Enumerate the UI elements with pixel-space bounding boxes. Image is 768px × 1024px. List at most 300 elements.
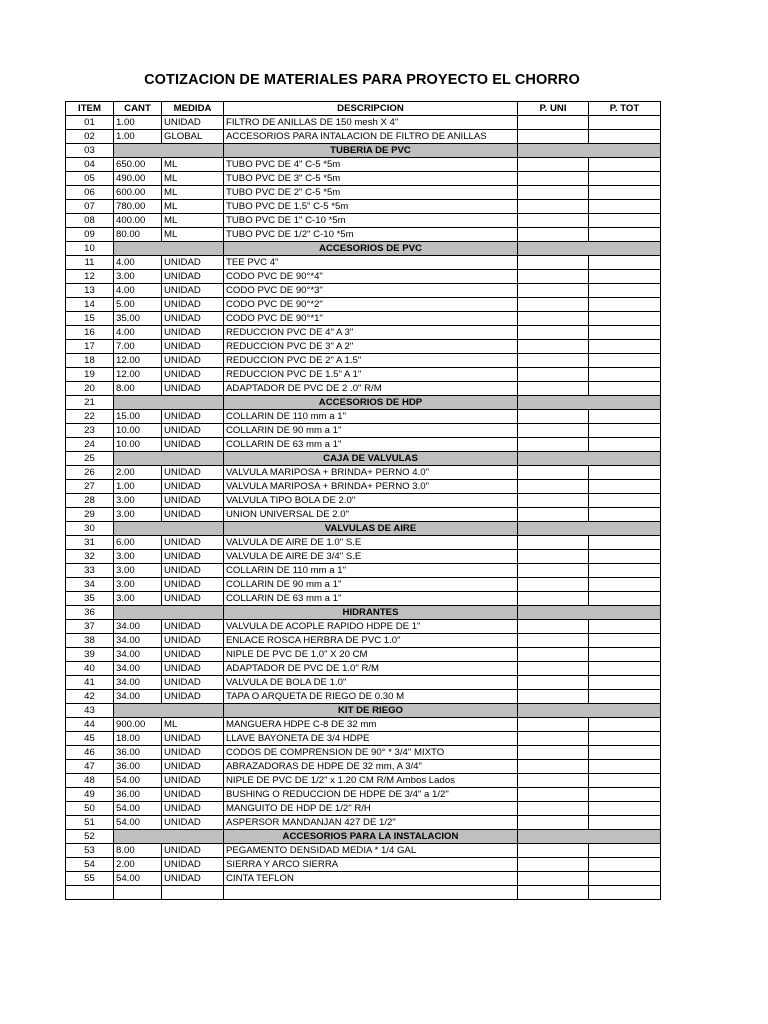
- descripcion-cell: REDUCCION PVC DE 3" A 2": [224, 340, 518, 354]
- p-uni-cell: [518, 592, 589, 606]
- p-tot-cell: [589, 116, 661, 130]
- table-row: [66, 816, 661, 830]
- table-row: [66, 368, 661, 382]
- table-row: [66, 186, 661, 200]
- document-title: COTIZACION DE MATERIALES PARA PROYECTO EL CHORRO: [144, 72, 580, 88]
- item-cell: 39: [66, 648, 114, 662]
- item-cell: 22: [66, 410, 114, 424]
- item-cell: 53: [66, 844, 114, 858]
- table-row: [66, 634, 661, 648]
- medida-cell: UNIDAD: [162, 662, 224, 676]
- descripcion-cell: REDUCCION PVC DE 2" A 1.5": [224, 354, 518, 368]
- cant-cell: 1.00: [114, 116, 162, 130]
- medida-cell: UNIDAD: [162, 508, 224, 522]
- cant-cell: 34.00: [114, 634, 162, 648]
- item-cell: 38: [66, 634, 114, 648]
- item-cell: 11: [66, 256, 114, 270]
- descripcion-cell: MANGUITO DE HDP DE 1/2" R/H: [224, 802, 518, 816]
- descripcion-cell: NIPLE DE PVC DE 1/2" x 1.20 CM R/M Ambos Lados: [224, 774, 518, 788]
- cant-cell: 3.00: [114, 550, 162, 564]
- descripcion-cell: ADAPTADOR DE PVC DE 1.0" R/M: [224, 662, 518, 676]
- p-uni-cell: [518, 368, 589, 382]
- descripcion-cell: VALVULA TIPO BOLA DE 2.0": [224, 494, 518, 508]
- p-tot-cell: [589, 256, 661, 270]
- p-uni-cell: [518, 480, 589, 494]
- p-uni-cell: [518, 564, 589, 578]
- descripcion-cell: ENLACE ROSCA HERBRA DE PVC 1.0": [224, 634, 518, 648]
- p-uni-cell: [518, 410, 589, 424]
- cant-cell: 780.00: [114, 200, 162, 214]
- table-row: [66, 732, 661, 746]
- p-tot-cell: [589, 298, 661, 312]
- p-tot-cell: [589, 382, 661, 396]
- item-cell: 44: [66, 718, 114, 732]
- p-uni-cell: [518, 116, 589, 130]
- section-title-cell: ACCESORIOS PARA LA INSTALACION: [224, 830, 518, 844]
- table-row: [66, 494, 661, 508]
- table-row: [66, 746, 661, 760]
- table-row: [66, 298, 661, 312]
- descripcion-cell: TUBO PVC DE 1" C-10 *5m: [224, 214, 518, 228]
- item-cell: [66, 886, 114, 900]
- p-uni-cell: [518, 298, 589, 312]
- p-tot-cell: [589, 354, 661, 368]
- p-uni-cell: [518, 354, 589, 368]
- cant-cell: 35.00: [114, 312, 162, 326]
- table-row: [66, 872, 661, 886]
- descripcion-cell: FILTRO DE ANILLAS DE 150 mesh X 4": [224, 116, 518, 130]
- table-row: [66, 662, 661, 676]
- medida-cell: UNIDAD: [162, 298, 224, 312]
- descripcion-cell: REDUCCION PVC DE 1.5" A 1": [224, 368, 518, 382]
- medida-cell: ML: [162, 158, 224, 172]
- cant-cell: 4.00: [114, 256, 162, 270]
- item-cell: 09: [66, 228, 114, 242]
- cant-cell: 80.00: [114, 228, 162, 242]
- medida-cell: UNIDAD: [162, 340, 224, 354]
- medida-cell: UNIDAD: [162, 648, 224, 662]
- p-tot-cell: [589, 368, 661, 382]
- cant-cell: 54.00: [114, 816, 162, 830]
- table-row: [66, 354, 661, 368]
- medida-cell: UNIDAD: [162, 760, 224, 774]
- medida-cell: UNIDAD: [162, 536, 224, 550]
- descripcion-cell: VALVULA DE BOLA DE 1.0": [224, 676, 518, 690]
- medida-cell: UNIDAD: [162, 424, 224, 438]
- section-title-cell: ACCESORIOS DE PVC: [224, 242, 518, 256]
- table-row: [66, 676, 661, 690]
- descripcion-cell: VALVULA DE AIRE DE 3/4" S.E: [224, 550, 518, 564]
- cant-cell: 8.00: [114, 844, 162, 858]
- table-row: [66, 228, 661, 242]
- descripcion-cell: COLLARIN DE 90 mm a 1": [224, 424, 518, 438]
- medida-cell: UNIDAD: [162, 578, 224, 592]
- cant-cell: 10.00: [114, 438, 162, 452]
- section-row: [66, 144, 661, 158]
- p-tot-cell: [589, 410, 661, 424]
- table-row: [66, 690, 661, 704]
- section-spacer-cell: [114, 144, 224, 158]
- medida-cell: ML: [162, 214, 224, 228]
- section-title-cell: TUBERIA DE PVC: [224, 144, 518, 158]
- p-tot-cell: [589, 564, 661, 578]
- p-tot-cell: [589, 424, 661, 438]
- cant-cell: 3.00: [114, 592, 162, 606]
- p-uni-cell: [518, 494, 589, 508]
- header-row: [66, 102, 661, 116]
- cant-cell: 10.00: [114, 424, 162, 438]
- cant-cell: 36.00: [114, 760, 162, 774]
- header-item: ITEM: [66, 102, 114, 116]
- section-row: [66, 522, 661, 536]
- section-row: [66, 606, 661, 620]
- descripcion-cell: ASPERSOR MANDANJAN 427 DE 1/2": [224, 816, 518, 830]
- section-row: [66, 396, 661, 410]
- cant-cell: 1.00: [114, 130, 162, 144]
- descripcion-cell: COLLARIN DE 63 mm a 1": [224, 592, 518, 606]
- p-uni-cell: [518, 256, 589, 270]
- p-uni-cell: [518, 844, 589, 858]
- section-row: [66, 452, 661, 466]
- table-row: [66, 620, 661, 634]
- descripcion-cell: TUBO PVC DE 3" C-5 *5m: [224, 172, 518, 186]
- item-cell: 15: [66, 312, 114, 326]
- cant-cell: 3.00: [114, 578, 162, 592]
- medida-cell: UNIDAD: [162, 816, 224, 830]
- cant-cell: 8.00: [114, 382, 162, 396]
- item-cell: 05: [66, 172, 114, 186]
- table-row: [66, 214, 661, 228]
- p-tot-cell: [589, 634, 661, 648]
- item-cell: 06: [66, 186, 114, 200]
- medida-cell: ML: [162, 718, 224, 732]
- p-uni-cell: [518, 340, 589, 354]
- cant-cell: 36.00: [114, 788, 162, 802]
- header-descripcion: DESCRIPCION: [224, 102, 518, 116]
- p-uni-cell: [518, 508, 589, 522]
- medida-cell: UNIDAD: [162, 788, 224, 802]
- p-uni-cell: [518, 774, 589, 788]
- cant-cell: 34.00: [114, 620, 162, 634]
- p-tot-cell: [589, 214, 661, 228]
- medida-cell: UNIDAD: [162, 844, 224, 858]
- descripcion-cell: MANGUERA HDPE C-8 DE 32 mm: [224, 718, 518, 732]
- medida-cell: UNIDAD: [162, 676, 224, 690]
- medida-cell: UNIDAD: [162, 270, 224, 284]
- item-cell: 43: [66, 704, 114, 718]
- descripcion-cell: ACCESORIOS PARA INTALACION DE FILTRO DE ANILLAS: [224, 130, 518, 144]
- medida-cell: UNIDAD: [162, 494, 224, 508]
- p-uni-cell: [518, 788, 589, 802]
- cant-cell: 34.00: [114, 690, 162, 704]
- descripcion-cell: CODO PVC DE 90°*4": [224, 270, 518, 284]
- cant-cell: 900.00: [114, 718, 162, 732]
- p-uni-cell: [518, 382, 589, 396]
- p-tot-cell: [589, 578, 661, 592]
- section-spacer-cell: [518, 242, 661, 256]
- table-row: [66, 116, 661, 130]
- p-tot-cell: [589, 312, 661, 326]
- medida-cell: UNIDAD: [162, 872, 224, 886]
- descripcion-cell: TUBO PVC DE 2" C-5 *5m: [224, 186, 518, 200]
- cant-cell: 490.00: [114, 172, 162, 186]
- medida-cell: UNIDAD: [162, 256, 224, 270]
- table-row: [66, 410, 661, 424]
- p-tot-cell: [589, 340, 661, 354]
- medida-cell: UNIDAD: [162, 116, 224, 130]
- p-tot-cell: [589, 550, 661, 564]
- medida-cell: UNIDAD: [162, 480, 224, 494]
- p-tot-cell: [589, 592, 661, 606]
- section-spacer-cell: [114, 704, 224, 718]
- p-tot-cell: [589, 774, 661, 788]
- item-cell: 23: [66, 424, 114, 438]
- p-tot-cell: [589, 620, 661, 634]
- section-row: [66, 704, 661, 718]
- quotation-table: [65, 101, 661, 900]
- item-cell: 20: [66, 382, 114, 396]
- table-row: [66, 200, 661, 214]
- p-uni-cell: [518, 158, 589, 172]
- cant-cell: 54.00: [114, 872, 162, 886]
- p-uni-cell: [518, 746, 589, 760]
- p-tot-cell: [589, 802, 661, 816]
- p-uni-cell: [518, 858, 589, 872]
- item-cell: 37: [66, 620, 114, 634]
- p-uni-cell: [518, 270, 589, 284]
- medida-cell: UNIDAD: [162, 284, 224, 298]
- item-cell: 54: [66, 858, 114, 872]
- cant-cell: 6.00: [114, 536, 162, 550]
- cant-cell: 15.00: [114, 410, 162, 424]
- section-spacer-cell: [518, 452, 661, 466]
- section-row: [66, 830, 661, 844]
- descripcion-cell: UNION UNIVERSAL DE 2.0": [224, 508, 518, 522]
- item-cell: 02: [66, 130, 114, 144]
- header-medida: MEDIDA: [162, 102, 224, 116]
- item-cell: 46: [66, 746, 114, 760]
- table-row: [66, 844, 661, 858]
- medida-cell: UNIDAD: [162, 746, 224, 760]
- p-uni-cell: [518, 662, 589, 676]
- descripcion-cell: VALVULA DE AIRE DE 1.0" S.E: [224, 536, 518, 550]
- descripcion-cell: LLAVE BAYONETA DE 3/4 HDPE: [224, 732, 518, 746]
- p-tot-cell: [589, 746, 661, 760]
- p-tot-cell: [589, 494, 661, 508]
- item-cell: 18: [66, 354, 114, 368]
- medida-cell: UNIDAD: [162, 564, 224, 578]
- cant-cell: 4.00: [114, 326, 162, 340]
- cant-cell: 3.00: [114, 564, 162, 578]
- cant-cell: 2.00: [114, 858, 162, 872]
- p-uni-cell: [518, 872, 589, 886]
- p-uni-cell: [518, 172, 589, 186]
- table-row: [66, 760, 661, 774]
- item-cell: 08: [66, 214, 114, 228]
- table-row: [66, 340, 661, 354]
- cant-cell: 36.00: [114, 746, 162, 760]
- cant-cell: 12.00: [114, 368, 162, 382]
- descripcion-cell: VALVULA MARIPOSA + BRINDA+ PERNO 4.0": [224, 466, 518, 480]
- p-uni-cell: [518, 466, 589, 480]
- medida-cell: UNIDAD: [162, 382, 224, 396]
- descripcion-cell: TUBO PVC DE 4" C-5 *5m: [224, 158, 518, 172]
- table-row: [66, 774, 661, 788]
- table-row: [66, 284, 661, 298]
- section-spacer-cell: [518, 144, 661, 158]
- medida-cell: ML: [162, 186, 224, 200]
- cant-cell: 2.00: [114, 466, 162, 480]
- item-cell: 14: [66, 298, 114, 312]
- descripcion-cell: CINTA TEFLON: [224, 872, 518, 886]
- p-uni-cell: [518, 732, 589, 746]
- cant-cell: 650.00: [114, 158, 162, 172]
- item-cell: 32: [66, 550, 114, 564]
- descripcion-cell: CODO PVC DE 90°*1": [224, 312, 518, 326]
- section-spacer-cell: [518, 522, 661, 536]
- section-spacer-cell: [114, 606, 224, 620]
- medida-cell: UNIDAD: [162, 732, 224, 746]
- item-cell: 24: [66, 438, 114, 452]
- cant-cell: 600.00: [114, 186, 162, 200]
- cant-cell: 7.00: [114, 340, 162, 354]
- p-uni-cell: [518, 438, 589, 452]
- p-tot-cell: [589, 228, 661, 242]
- item-cell: 36: [66, 606, 114, 620]
- table-row: [66, 312, 661, 326]
- cant-cell: 5.00: [114, 298, 162, 312]
- table-row: [66, 718, 661, 732]
- section-title-cell: VALVULAS DE AIRE: [224, 522, 518, 536]
- table-row: [66, 802, 661, 816]
- p-uni-cell: [518, 620, 589, 634]
- section-spacer-cell: [114, 396, 224, 410]
- cant-cell: 34.00: [114, 676, 162, 690]
- p-tot-cell: [589, 676, 661, 690]
- item-cell: 28: [66, 494, 114, 508]
- item-cell: 04: [66, 158, 114, 172]
- descripcion-cell: TEE PVC 4": [224, 256, 518, 270]
- header-p-tot: P. TOT: [589, 102, 661, 116]
- medida-cell: ML: [162, 200, 224, 214]
- cant-cell: 1.00: [114, 480, 162, 494]
- item-cell: 03: [66, 144, 114, 158]
- item-cell: 25: [66, 452, 114, 466]
- section-spacer-cell: [114, 830, 224, 844]
- table-row: [66, 382, 661, 396]
- item-cell: 47: [66, 760, 114, 774]
- descripcion-cell: CODO PVC DE 90°*3": [224, 284, 518, 298]
- table-row: [66, 886, 661, 900]
- p-uni-cell: [518, 186, 589, 200]
- item-cell: 41: [66, 676, 114, 690]
- p-tot-cell: [589, 816, 661, 830]
- item-cell: 10: [66, 242, 114, 256]
- item-cell: 31: [66, 536, 114, 550]
- table-row: [66, 438, 661, 452]
- medida-cell: UNIDAD: [162, 690, 224, 704]
- table-row: [66, 466, 661, 480]
- p-tot-cell: [589, 718, 661, 732]
- p-uni-cell: [518, 326, 589, 340]
- p-tot-cell: [589, 186, 661, 200]
- medida-cell: UNIDAD: [162, 466, 224, 480]
- descripcion-cell: SIERRA Y ARCO SIERRA: [224, 858, 518, 872]
- cant-cell: 34.00: [114, 662, 162, 676]
- p-uni-cell: [518, 200, 589, 214]
- p-uni-cell: [518, 214, 589, 228]
- p-tot-cell: [589, 844, 661, 858]
- item-cell: 26: [66, 466, 114, 480]
- header-p-uni: P. UNI: [518, 102, 589, 116]
- descripcion-cell: COLLARIN DE 110 mm a 1": [224, 410, 518, 424]
- table-row: [66, 536, 661, 550]
- medida-cell: UNIDAD: [162, 326, 224, 340]
- descripcion-cell: COLLARIN DE 90 mm a 1": [224, 578, 518, 592]
- section-title-cell: HIDRANTES: [224, 606, 518, 620]
- descripcion-cell: TAPA O ARQUETA DE RIEGO DE 0.30 M: [224, 690, 518, 704]
- p-tot-cell: [589, 172, 661, 186]
- table-row: [66, 326, 661, 340]
- cant-cell: 18.00: [114, 732, 162, 746]
- section-row: [66, 242, 661, 256]
- table-row: [66, 480, 661, 494]
- medida-cell: [162, 886, 224, 900]
- p-tot-cell: [589, 508, 661, 522]
- section-title-cell: KIT DE RIEGO: [224, 704, 518, 718]
- cant-cell: 54.00: [114, 774, 162, 788]
- section-spacer-cell: [518, 704, 661, 718]
- descripcion-cell: ABRAZADORAS DE HDPE DE 32 mm, A 3/4": [224, 760, 518, 774]
- medida-cell: UNIDAD: [162, 634, 224, 648]
- descripcion-cell: COLLARIN DE 63 mm a 1": [224, 438, 518, 452]
- item-cell: 48: [66, 774, 114, 788]
- item-cell: 12: [66, 270, 114, 284]
- p-uni-cell: [518, 690, 589, 704]
- medida-cell: ML: [162, 172, 224, 186]
- medida-cell: UNIDAD: [162, 438, 224, 452]
- cant-cell: 3.00: [114, 494, 162, 508]
- section-spacer-cell: [114, 452, 224, 466]
- p-tot-cell: [589, 326, 661, 340]
- item-cell: 49: [66, 788, 114, 802]
- p-tot-cell: [589, 466, 661, 480]
- medida-cell: UNIDAD: [162, 858, 224, 872]
- item-cell: 07: [66, 200, 114, 214]
- p-tot-cell: [589, 648, 661, 662]
- item-cell: 01: [66, 116, 114, 130]
- section-spacer-cell: [114, 522, 224, 536]
- descripcion-cell: NIPLE DE PVC DE 1.0" X 20 CM: [224, 648, 518, 662]
- medida-cell: GLOBAL: [162, 130, 224, 144]
- p-tot-cell: [589, 662, 661, 676]
- descripcion-cell: TUBO PVC DE 1.5" C-5 *5m: [224, 200, 518, 214]
- descripcion-cell: REDUCCION PVC DE 4" A 3": [224, 326, 518, 340]
- section-spacer-cell: [518, 830, 661, 844]
- p-tot-cell: [589, 200, 661, 214]
- p-tot-cell: [589, 270, 661, 284]
- p-uni-cell: [518, 228, 589, 242]
- p-uni-cell: [518, 816, 589, 830]
- section-spacer-cell: [518, 396, 661, 410]
- p-tot-cell: [589, 130, 661, 144]
- p-tot-cell: [589, 158, 661, 172]
- p-uni-cell: [518, 760, 589, 774]
- cant-cell: 3.00: [114, 508, 162, 522]
- table-row: [66, 578, 661, 592]
- medida-cell: UNIDAD: [162, 410, 224, 424]
- item-cell: 35: [66, 592, 114, 606]
